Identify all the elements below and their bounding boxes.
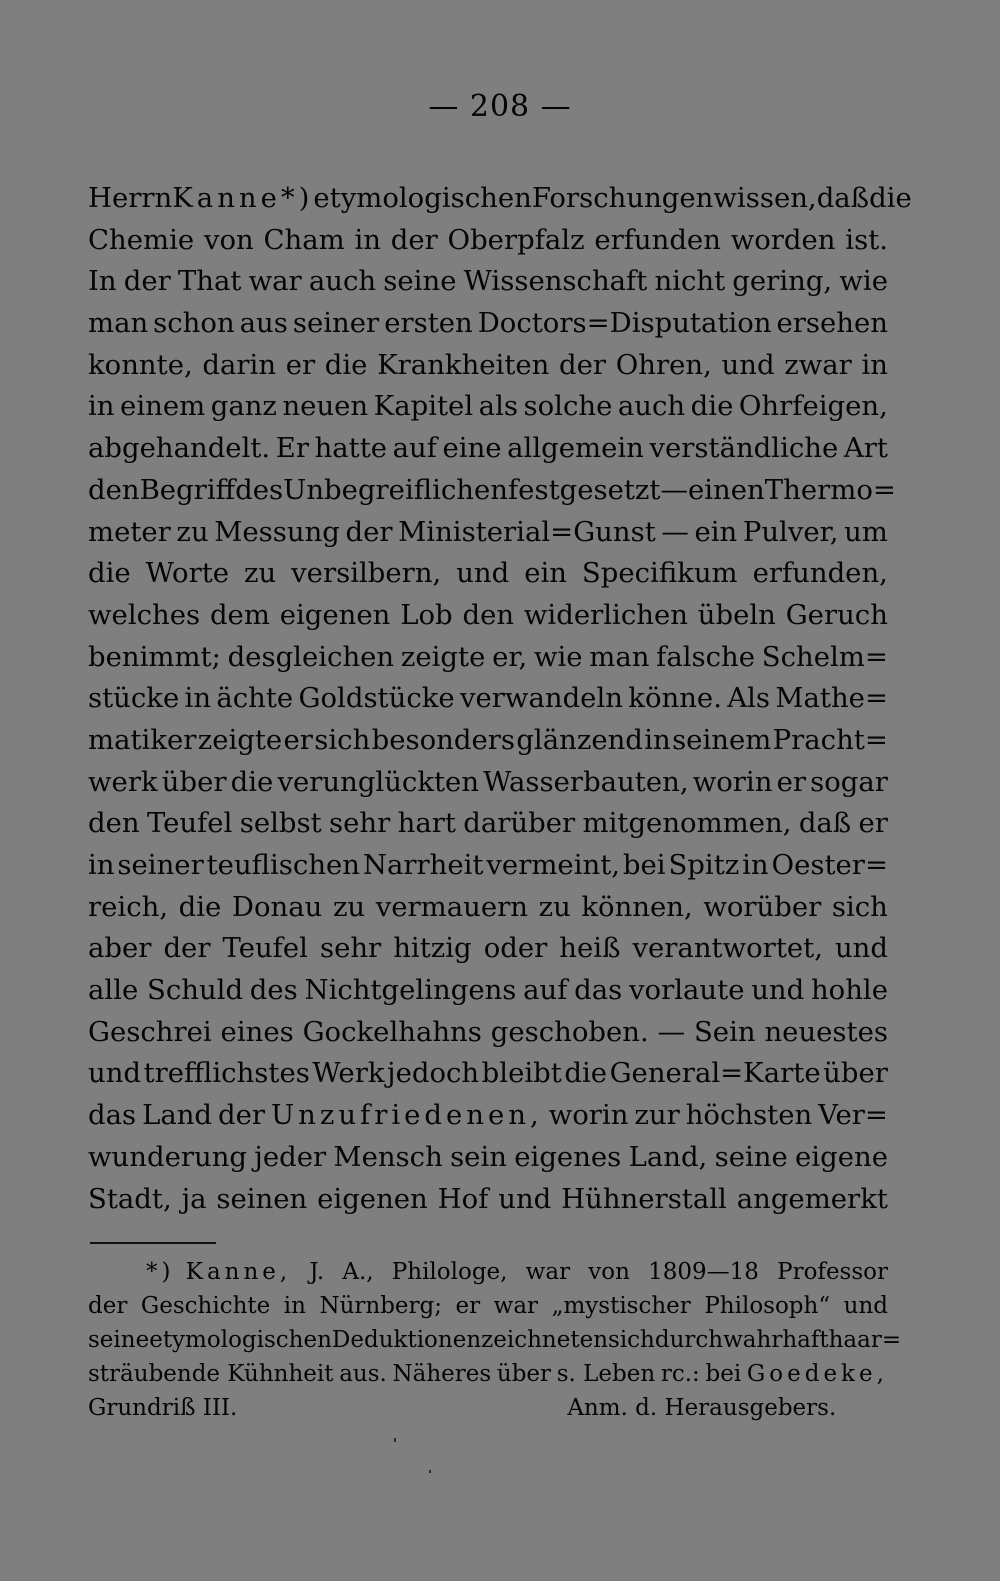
word: Als bbox=[727, 682, 771, 715]
print-speck bbox=[394, 1438, 396, 1442]
footnote-word: „mystischer bbox=[551, 1293, 691, 1319]
footnote-word: aus. bbox=[339, 1361, 387, 1387]
word: eine bbox=[442, 432, 502, 465]
text-line bbox=[88, 1012, 888, 1054]
word: aber bbox=[88, 932, 152, 965]
word: in bbox=[644, 723, 671, 756]
footnote-line bbox=[88, 1289, 888, 1323]
text-line bbox=[88, 553, 888, 595]
word: von bbox=[203, 223, 254, 256]
word: Lob bbox=[400, 598, 453, 631]
word: Ohrfeigen, bbox=[738, 390, 888, 423]
word: Oester= bbox=[771, 849, 888, 881]
word: hatte bbox=[314, 432, 388, 465]
word: wissen, bbox=[713, 182, 817, 214]
word: dem bbox=[209, 598, 270, 631]
word: die bbox=[178, 890, 222, 923]
word: und bbox=[88, 1057, 142, 1090]
text-line bbox=[88, 803, 888, 845]
word: wie bbox=[839, 265, 888, 298]
word: besonders bbox=[371, 723, 516, 756]
word: übeln bbox=[697, 598, 776, 631]
word: auf bbox=[523, 974, 568, 1007]
word: zu bbox=[332, 890, 366, 923]
footnote-word: er bbox=[455, 1293, 481, 1319]
word: nicht bbox=[654, 265, 726, 298]
word: reich, bbox=[88, 890, 169, 923]
word: auf bbox=[392, 432, 437, 465]
text-line bbox=[88, 386, 888, 428]
word: falsche bbox=[656, 640, 756, 673]
footnote-word: *) Kanne, bbox=[146, 1259, 292, 1285]
word: Goldstücke bbox=[298, 682, 455, 715]
word: vorlaute bbox=[629, 974, 745, 1007]
footnote-separator-rule bbox=[90, 1242, 216, 1244]
footnote-word: und bbox=[843, 1293, 888, 1319]
word: bleibt bbox=[481, 1057, 562, 1090]
word: eigenen bbox=[279, 598, 391, 631]
word: Kapitel bbox=[373, 390, 474, 423]
word: und bbox=[834, 932, 888, 965]
word: der bbox=[123, 265, 171, 298]
word: eigenes bbox=[514, 1140, 622, 1173]
page-number: — 208 — bbox=[428, 89, 572, 124]
word: Pulver, bbox=[742, 515, 839, 548]
footnote-word: wahrhaft bbox=[723, 1327, 829, 1353]
footnote-word: zeichneten bbox=[481, 1327, 609, 1353]
word: Mathe= bbox=[775, 682, 888, 715]
footnote-word: bei bbox=[705, 1361, 742, 1387]
word: in bbox=[184, 682, 212, 715]
word: Unbegreiflichen bbox=[283, 473, 508, 506]
word: Krankheiten bbox=[377, 348, 550, 381]
word: man bbox=[88, 307, 149, 340]
word: den bbox=[88, 807, 140, 840]
word: zu bbox=[538, 890, 571, 923]
word: Land, bbox=[628, 1140, 708, 1173]
text-line bbox=[88, 428, 888, 470]
word: meter bbox=[88, 515, 171, 548]
word: er bbox=[776, 765, 806, 798]
word: den bbox=[88, 473, 140, 506]
word: über bbox=[161, 765, 227, 798]
word: seiner bbox=[117, 849, 204, 881]
word: zur bbox=[634, 1099, 680, 1132]
word: Werk bbox=[312, 1057, 385, 1090]
word: sich bbox=[831, 890, 888, 923]
word: verständliche bbox=[649, 432, 839, 465]
word: daß bbox=[816, 182, 870, 214]
word: werk bbox=[88, 765, 158, 798]
word: Oberpfalz bbox=[447, 223, 585, 256]
text-line bbox=[88, 1179, 888, 1221]
word: das bbox=[88, 1099, 137, 1132]
word: und bbox=[721, 348, 775, 381]
word: Kanne*) bbox=[172, 182, 314, 214]
footnote-word: durch bbox=[654, 1327, 724, 1353]
word: General=Karte bbox=[609, 1057, 821, 1090]
word: daß bbox=[798, 807, 852, 840]
text-line bbox=[88, 678, 888, 720]
word: und bbox=[456, 557, 510, 590]
word: ja bbox=[181, 1182, 207, 1215]
word: um bbox=[844, 515, 888, 548]
word: der bbox=[217, 1099, 266, 1132]
word: verwandeln bbox=[459, 682, 623, 715]
text-line bbox=[88, 928, 888, 970]
word: vermeint, bbox=[486, 849, 620, 881]
word: — bbox=[657, 1015, 686, 1048]
footnote-word: Philosoph“ bbox=[704, 1293, 831, 1319]
word: der bbox=[163, 932, 211, 965]
word: vermauern bbox=[375, 890, 528, 923]
word: stücke bbox=[88, 682, 180, 715]
word: Narrheit bbox=[362, 849, 484, 881]
word: wie bbox=[533, 640, 583, 673]
text-line bbox=[88, 178, 912, 220]
word: erfunden, bbox=[752, 557, 888, 590]
word: die bbox=[324, 348, 368, 381]
word: der bbox=[345, 515, 393, 548]
footnote-word: Philologe, bbox=[391, 1259, 508, 1285]
word: That bbox=[177, 265, 242, 298]
word: ein bbox=[524, 557, 567, 590]
word: seinem bbox=[672, 723, 772, 756]
word: Geschrei bbox=[88, 1015, 212, 1048]
word: gering, bbox=[732, 265, 833, 298]
footnote-word: Geschichte bbox=[140, 1293, 271, 1319]
word: glänzend bbox=[516, 723, 643, 756]
word: und bbox=[498, 1182, 552, 1215]
word: der bbox=[390, 223, 438, 256]
text-line bbox=[88, 1095, 888, 1137]
word: Mensch bbox=[333, 1140, 443, 1173]
word: in bbox=[88, 849, 115, 881]
word: des bbox=[249, 974, 298, 1007]
text-line bbox=[88, 887, 888, 929]
footnote-word: haar= bbox=[828, 1327, 902, 1353]
word: Teufel bbox=[222, 932, 308, 965]
word: seine bbox=[714, 1140, 788, 1173]
word: Nichtgelingens bbox=[304, 974, 517, 1007]
footnote-reference: Grundriß III. bbox=[88, 1395, 238, 1421]
word: ganz bbox=[210, 390, 277, 423]
word: die bbox=[564, 1057, 608, 1090]
footnote-word: sträubende Kühnheit bbox=[88, 1361, 334, 1387]
word: geschoben. bbox=[490, 1015, 649, 1048]
word: etymologischen bbox=[313, 182, 532, 214]
word: über bbox=[823, 1057, 888, 1090]
word: Ver= bbox=[818, 1099, 888, 1132]
word: versilbern, bbox=[291, 557, 442, 590]
word: ersten bbox=[384, 307, 473, 340]
word: Wasserbauten, bbox=[483, 765, 689, 798]
text-line bbox=[88, 845, 888, 887]
text-line bbox=[88, 470, 896, 512]
word: oder bbox=[483, 932, 548, 965]
word: schon bbox=[153, 307, 235, 340]
word: eigene bbox=[795, 1140, 888, 1173]
footnote-word: J. bbox=[309, 1259, 325, 1285]
word: höchsten bbox=[685, 1099, 813, 1132]
word: er, bbox=[492, 640, 528, 673]
text-line bbox=[88, 637, 888, 679]
word: ist. bbox=[845, 223, 888, 256]
word: festgesetzt bbox=[508, 473, 661, 506]
word: neuen bbox=[282, 390, 369, 423]
word: ein bbox=[694, 515, 738, 548]
word: Forschungen bbox=[531, 182, 714, 214]
word: Schelm= bbox=[761, 640, 888, 673]
footnote-word: rc.: bbox=[660, 1361, 700, 1387]
footnote-word: war bbox=[525, 1259, 571, 1285]
footnote-line bbox=[88, 1323, 902, 1357]
print-speck bbox=[429, 1470, 431, 1473]
word: Ohren, bbox=[615, 348, 712, 381]
word: seinen bbox=[216, 1182, 308, 1215]
word: jedoch bbox=[387, 1057, 480, 1090]
text-line bbox=[88, 595, 888, 637]
word: Herrn bbox=[88, 182, 173, 214]
word: teuflischen bbox=[206, 849, 361, 881]
word: ersehen bbox=[776, 307, 888, 340]
word: und bbox=[751, 974, 805, 1007]
footnote-word: 1809—18 bbox=[648, 1259, 759, 1285]
text-line bbox=[88, 345, 888, 387]
word: Worte bbox=[145, 557, 230, 590]
word: neuestes bbox=[764, 1015, 888, 1048]
word: eines bbox=[220, 1015, 294, 1048]
word: sehr bbox=[329, 807, 391, 840]
word: abgehandelt. bbox=[88, 432, 271, 465]
footnote-word: Professor bbox=[777, 1259, 888, 1285]
word: matiker bbox=[88, 723, 197, 756]
footnote-word: s. Leben bbox=[556, 1361, 656, 1387]
footnote-line bbox=[88, 1255, 888, 1289]
word: In bbox=[88, 265, 117, 298]
word: Messung bbox=[214, 515, 340, 548]
word: worden bbox=[730, 223, 836, 256]
word: sein bbox=[450, 1140, 507, 1173]
word: allgemein bbox=[507, 432, 644, 465]
footnote-block bbox=[88, 1255, 902, 1425]
word: Pracht= bbox=[772, 723, 888, 756]
word: in bbox=[861, 348, 888, 381]
footnote-word: in bbox=[283, 1293, 306, 1319]
word: einen bbox=[687, 473, 765, 506]
word: das bbox=[574, 974, 623, 1007]
word: die bbox=[230, 765, 274, 798]
word: Thermo= bbox=[764, 473, 896, 506]
word: der bbox=[559, 348, 607, 381]
text-line bbox=[88, 720, 888, 762]
footnote-word: etymologischen bbox=[149, 1327, 332, 1353]
word: zeigte bbox=[400, 640, 486, 673]
word: zwar bbox=[784, 348, 852, 381]
word: die bbox=[88, 557, 131, 590]
footnote-word: sich bbox=[608, 1327, 655, 1353]
word: Chemie bbox=[88, 223, 195, 256]
text-line bbox=[88, 970, 888, 1012]
word: können, bbox=[581, 890, 693, 923]
footnote-word: seine bbox=[88, 1327, 150, 1353]
word: seiner bbox=[292, 307, 380, 340]
word: Begriff bbox=[139, 473, 236, 506]
word: in bbox=[742, 849, 769, 881]
word: hart bbox=[397, 807, 456, 840]
footnote-word: Nürnberg; bbox=[319, 1293, 442, 1319]
word: heiß bbox=[559, 932, 621, 965]
footnote-word: Näheres bbox=[392, 1361, 492, 1387]
footnote-word: über bbox=[496, 1361, 552, 1387]
word: Specifikum bbox=[581, 557, 738, 590]
word: bei bbox=[622, 849, 666, 881]
word: hohle bbox=[810, 974, 888, 1007]
word: er bbox=[858, 807, 888, 840]
word: Land bbox=[142, 1099, 213, 1132]
word: welches bbox=[88, 598, 201, 631]
word: könne. bbox=[628, 682, 722, 715]
word: desgleichen bbox=[227, 640, 395, 673]
text-line bbox=[88, 512, 888, 554]
word: jeder bbox=[254, 1140, 327, 1173]
word: Gockelhahns bbox=[302, 1015, 482, 1048]
word: hitzig bbox=[393, 932, 472, 965]
word: die bbox=[690, 390, 734, 423]
word: Sein bbox=[693, 1015, 756, 1048]
word: darin bbox=[202, 348, 277, 381]
word: sich bbox=[314, 723, 371, 756]
footnote-word: war bbox=[493, 1293, 539, 1319]
footnote-word: A., bbox=[342, 1259, 374, 1285]
word: zu bbox=[244, 557, 277, 590]
word: darüber bbox=[463, 807, 576, 840]
word: zu bbox=[176, 515, 209, 548]
word: als bbox=[478, 390, 518, 423]
word: sogar bbox=[810, 765, 888, 798]
word: selbst bbox=[239, 807, 322, 840]
footnote-line bbox=[88, 1357, 888, 1391]
word: man bbox=[589, 640, 650, 673]
footnote-word: Goedeke, bbox=[746, 1361, 888, 1387]
word: zeigte bbox=[197, 723, 283, 756]
word: worin bbox=[692, 765, 773, 798]
word: worin bbox=[548, 1099, 629, 1132]
word: des bbox=[235, 473, 284, 506]
word: Art bbox=[843, 432, 888, 465]
footnote-last-line bbox=[88, 1391, 888, 1425]
word: Hof bbox=[437, 1182, 489, 1215]
text-line bbox=[88, 1053, 888, 1095]
footnote-word: der bbox=[88, 1293, 128, 1319]
editor-note: Anm. d. Herausgebers. bbox=[567, 1395, 837, 1421]
word: seine bbox=[383, 265, 457, 298]
word: benimmt; bbox=[88, 640, 221, 673]
text-line bbox=[88, 220, 888, 262]
word: Spitz bbox=[668, 849, 740, 881]
word: erfunden bbox=[594, 223, 721, 256]
word: Doctors=Disputation bbox=[477, 307, 772, 340]
word: Stadt, bbox=[88, 1182, 172, 1215]
word: aus bbox=[239, 307, 288, 340]
word: Hühnerstall bbox=[561, 1182, 727, 1215]
word: auch bbox=[617, 390, 686, 423]
main-text-block bbox=[88, 178, 912, 1220]
word: widerlichen bbox=[523, 598, 688, 631]
word: wunderung bbox=[88, 1140, 248, 1173]
word: Teufel bbox=[146, 807, 233, 840]
word: er bbox=[283, 723, 313, 756]
word: angemerkt bbox=[736, 1182, 888, 1215]
word: auch bbox=[308, 265, 377, 298]
word: war bbox=[248, 265, 302, 298]
word: verunglückten bbox=[277, 765, 480, 798]
word: Geruch bbox=[785, 598, 888, 631]
word: trefflichstes bbox=[143, 1057, 310, 1090]
text-line bbox=[88, 261, 888, 303]
footnote-word: Deduktionen bbox=[331, 1327, 482, 1353]
word: worüber bbox=[703, 890, 822, 923]
word: die bbox=[869, 182, 912, 214]
word: in bbox=[88, 390, 115, 423]
word: — bbox=[661, 515, 689, 548]
word: mitgenommen, bbox=[582, 807, 792, 840]
word: in bbox=[354, 223, 381, 256]
word: konnte, bbox=[88, 348, 193, 381]
word: den bbox=[462, 598, 515, 631]
word: Er bbox=[275, 432, 309, 465]
word: ächte bbox=[216, 682, 294, 715]
word: sehr bbox=[319, 932, 382, 965]
word: er bbox=[285, 348, 316, 381]
word: Unzufriedenen, bbox=[270, 1099, 543, 1132]
text-line bbox=[88, 1137, 888, 1179]
word: — bbox=[660, 473, 688, 506]
word: einem bbox=[120, 390, 206, 423]
text-line bbox=[88, 762, 888, 804]
word: solche bbox=[523, 390, 613, 423]
text-line bbox=[88, 303, 888, 345]
word: alle Schuld bbox=[88, 974, 244, 1007]
word: eigenen bbox=[317, 1182, 428, 1215]
word: Ministerial=Gunst bbox=[398, 515, 656, 548]
word: verantwortet, bbox=[632, 932, 823, 965]
word: Donau bbox=[231, 890, 323, 923]
footnote-word: von bbox=[588, 1259, 630, 1285]
word: Cham bbox=[263, 223, 345, 256]
word: Wissenschaft bbox=[463, 265, 648, 298]
